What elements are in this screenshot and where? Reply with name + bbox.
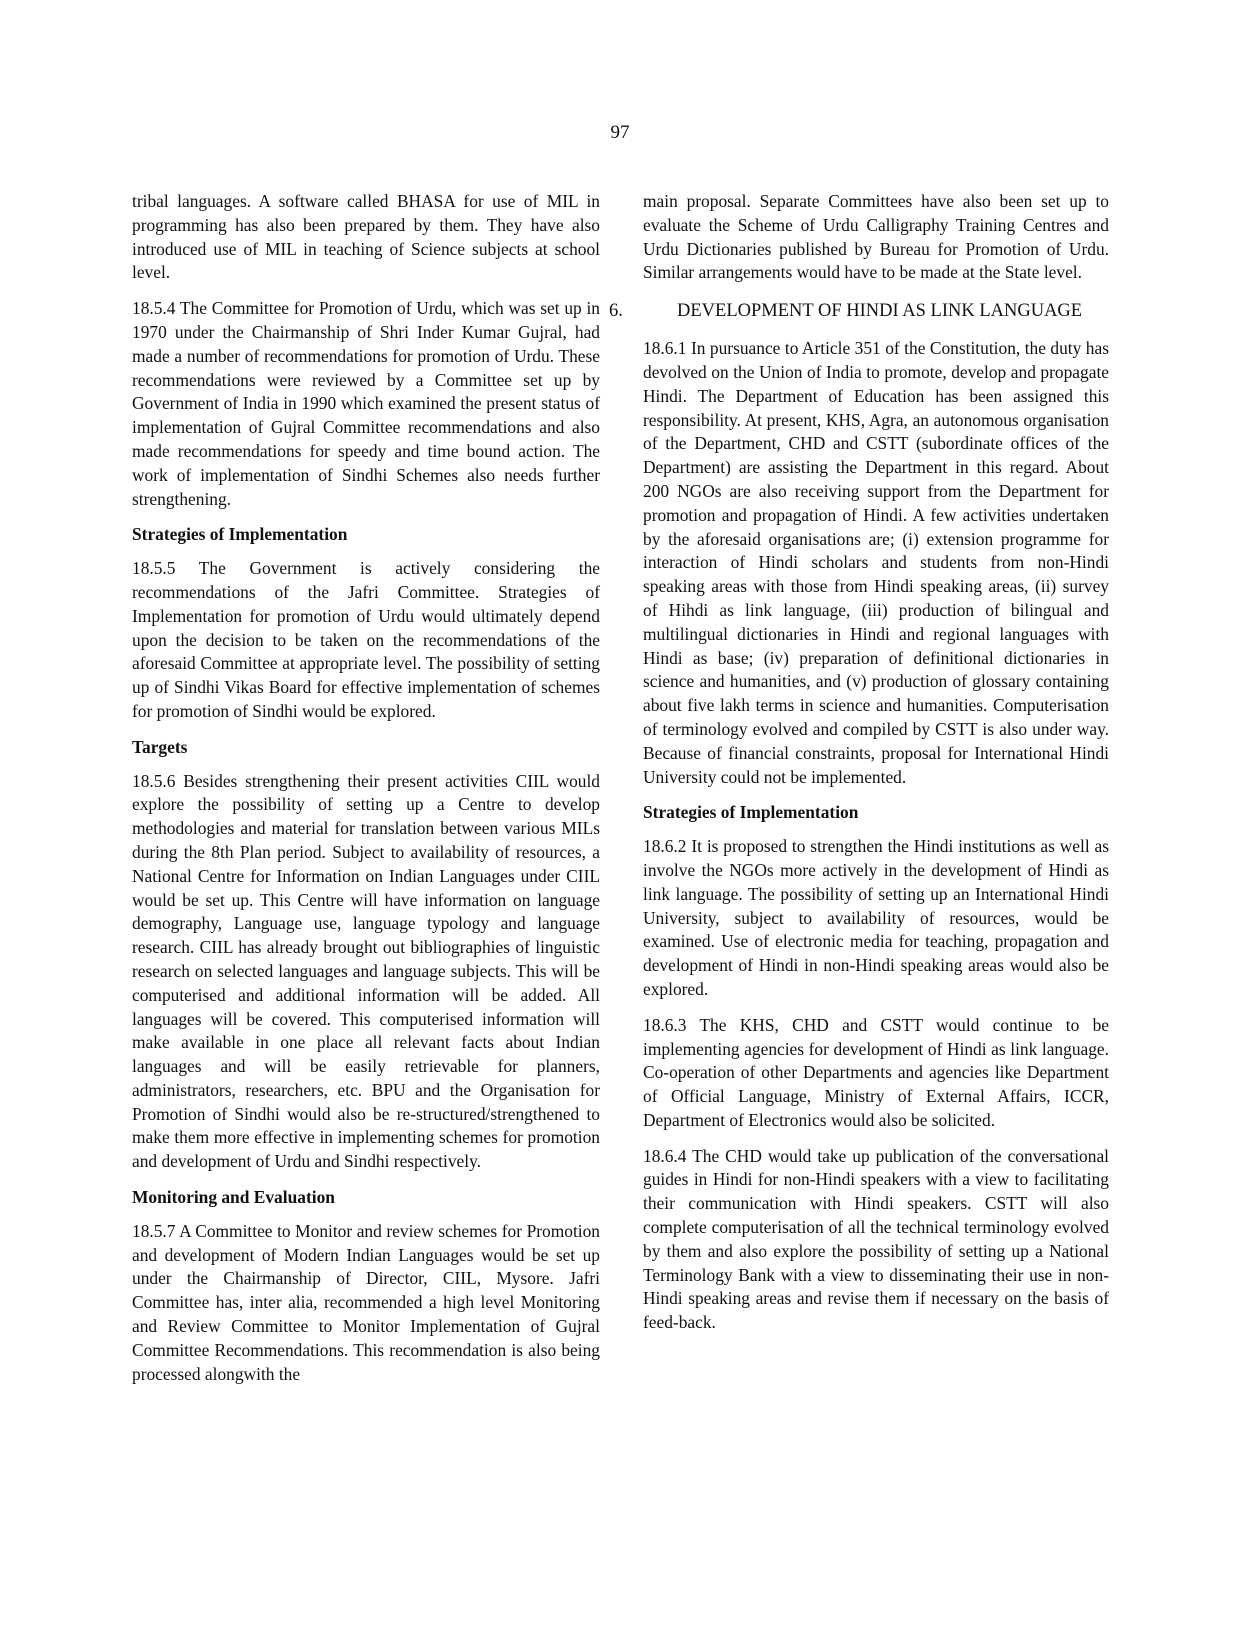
paragraph: 18.5.4 The Committee for Promotion of Urdu, which was set up in 1970 under the Chairmanship of Shri Inder Kumar Gujral, had made a number of recommendations for promotion of Urdu. These recommendations were reviewed by a Committee set up by Government of India in 1990 which examined the present status of implementation of Gujral Committee recommendations and also made recommendations for speedy and time bound action. The work of implementation of Sindhi Schemes also needs further strengthening. (132, 298, 600, 509)
section-heading: Monitoring and Evaluation (132, 1187, 335, 1208)
paragraph: 18.5.7 A Committee to Monitor and review schemes for Promotion and development of Modern Indian Languages would be set up under the Chairmanship of Director, CIIL, Mysore. Jafri Committee has, inter alia, recommended a high level Monitoring and Review Committee to Monitor Implementation of Gujral Committee Recommendations. This recommendation is also being processed alongwith the (132, 1220, 600, 1384)
section-heading: Strategies of Implementation (643, 802, 859, 823)
right-column (609, 190, 1109, 1347)
paragraph: main proposal. Separate Committees have also been set up to evaluate the Scheme of Urdu Calligraphy Training Centres and Urdu Dictionaries published by Bureau for Promotion of Urdu. Similar arrangements would have to be made at the State level. (643, 191, 1109, 283)
page-number: 97 (610, 122, 630, 143)
paragraph: 18.5.5 The Government is actively considering the recommendations of the Jafri Committee. Strategies of Implementation for promotion of Urdu would ultimately depend upon the decision to be taken on the recommendations of the aforesaid Committee at appropriate level. The possibility of setting up of Sindhi Vikas Board for effective implementation of schemes for promotion of Sindhi would be explored. (132, 558, 600, 721)
paragraph: 18.6.2 It is proposed to strengthen the Hindi institutions as well as involve the NGOs more actively in the development of Hindi as link language. The possibility of setting up an International Hindi University, subject to availability of resources, would be examined. Use of electronic media for teaching, propagation and development of Hindi in non-Hindi speaking areas would also be explored. (643, 836, 1109, 999)
section-heading: Strategies of Implementation (132, 524, 348, 545)
paragraph: 18.6.1 In pursuance to Article 351 of the Constitution, the duty has devolved on the Union of India to promote, develop and propagate Hindi. The Department of Education has been assigned this responsibility. At present, KHS, Agra, an autonomous organisation of the Department, CHD and CSTT (subordinate offices of the Department) are assisting the Department in this regard. About 200 NGOs are also receiving support from the Department for promotion and propagation of Hindi. A few activities undertaken by the aforesaid organisations are; (i) extension programme for interaction of Hindi scholars and students from non-Hindi speaking areas with those from Hindi speaking areas, (ii) survey of Hihdi as link language, (iii) production of bilingual and multilingual dictionaries in Hindi and regional languages with Hindi as base; (iv) preparation of definitional dictionaries in science and humanities, and (v) production of glossary containing about five lakh terms in science and humanities. Computerisation of terminology evolved and compiled by CSTT is also under way. Because of financial constraints, proposal for International Hindi University could not be implemented. (643, 338, 1109, 787)
section-number: 6. (609, 301, 623, 322)
paragraph: tribal languages. A software called BHASA for use of MIL in programming has also been prepared by them. They have also introduced use of MIL in teaching of Science subjects at school level. (132, 191, 600, 283)
section-heading: Targets (132, 736, 188, 757)
paragraph: 18.6.3 The KHS, CHD and CSTT would continue to be implementing agencies for development of Hindi as link language. Co-operation of other Departments and agencies like Department of Official Language, Ministry of External Affairs, ICCR, Department of Electronics would also be solicited. (643, 1014, 1109, 1130)
left-column (132, 190, 600, 1398)
paragraph: 18.6.4 The CHD would take up publication of the conversational guides in Hindi for non-Hindi speakers with a view to facilitating their communication with Hindi speakers. CSTT will also complete computerisation of all the technical terminology evolved by them and also explore the possibility of setting up a National Terminology Bank with a view to disseminating their use in non-Hindi speaking areas and revise them if necessary on the basis of feed-back. (643, 1145, 1109, 1333)
chapter-section-title (609, 299, 1109, 323)
section-title-text: DEVELOPMENT OF HINDI AS LINK LANGUAGE (677, 301, 1083, 322)
paragraph: 18.5.6 Besides strengthening their present activities CIIL would explore the possibility of setting up a Centre to develop methodologies and material for translation between various MILs during the 8th Plan period. Subject to availability of resources, a National Centre for Information on Indian Languages under CIIL would be set up. This Centre will have information on language demography, Language use, language typology and language research. CIIL has already brought out bibliographies of linguistic research on selected languages and language subjects. This will be computerised and additional information will be added. All languages will be covered. This computerised information will make available in one place all relevant facts about Indian languages and will be easily retrievable for planners, administrators, researchers, etc. BPU and the Organisation for Promotion of Sindhi would also be re-structured/strengthened to make them more effective in implementing schemes for promotion and development of Urdu and Sindhi respectively. (132, 770, 600, 1172)
